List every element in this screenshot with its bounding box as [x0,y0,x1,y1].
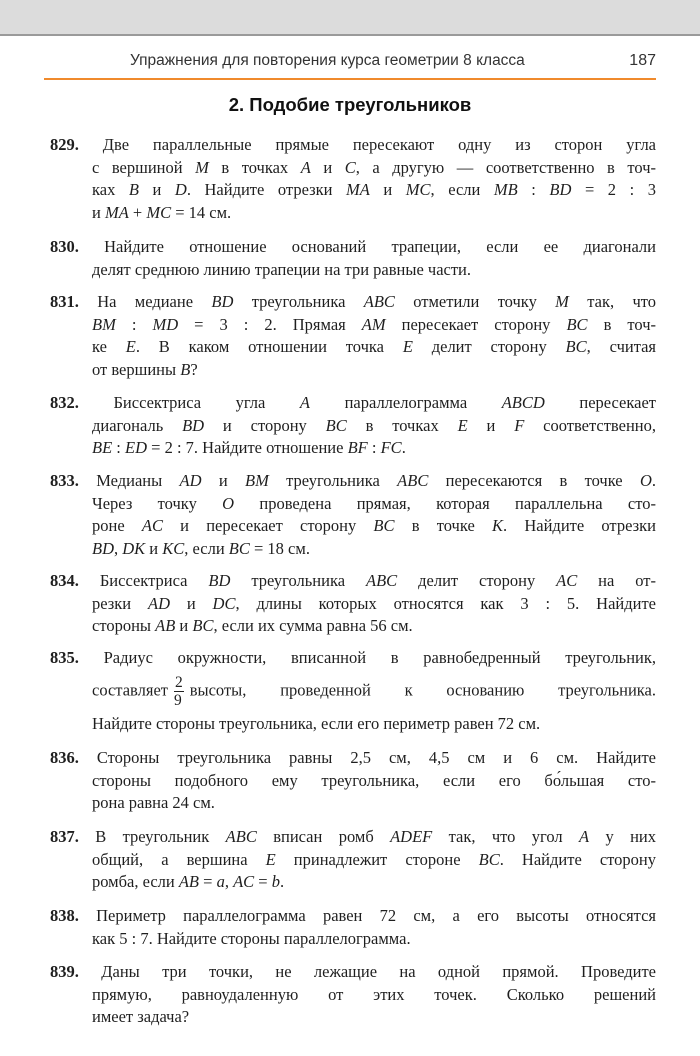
problem-text: Найдите стороны треугольника, если его периметр равен 72 см. [92,713,541,733]
problem-832: 832. Биссектриса угла A параллелограмма ABCD пересекает диагональ BD и сторону BC в точках E и F соответственно, BE : ED = 2 : 7. Найдите отношение BF : FC. [50,393,656,457]
viewer-top-bar [0,0,700,36]
problem-number: 832. [50,393,79,412]
problem-831: 831. На медиане BD треугольника ABC отметили точку M так, что BM : MD = 3 : 2. Прямая AM пересекает сторону BC в точ- ке E. В каком отношении точка E делит сторону BC, считая от вершины B? [50,292,657,379]
problem-text: Стороны треугольника равны 2,5 см, 4,5 см и 6 см. Найдите [96,748,657,767]
problem-text: как 5 : 7. Найдите стороны параллелограмма. [92,928,411,948]
problem-number: 835. [50,648,79,667]
problem-text: прямую, равноудаленную от этих точек. Сколько решений [92,984,656,1004]
running-title: Упражнения для повторения курса геометрии 8 класса [130,52,525,69]
problem-829: 829. Две параллельные прямые пересекают одну из сторон угла с вершиной M в точках A и C, а другую — соответственно в точ- ках B и D. Найдите отрезки MA и MC, если MB : BD = 2 : 3 и MA + MC = 14 см. [50,135,657,222]
problem-830 [50,236,656,281]
problem-837: 837. В треугольник ABC вписан ромб ADEF так, что угол A у них общий, а вершина E принадлежит стороне BC. Найдите сторону ромба, если AB = a, AC = b. [50,827,657,891]
problem-text: Радиус окружности, вписанной в равнобедренный треугольник, [103,648,657,667]
textbook-page [0,36,700,1056]
problem-number: 830. [50,237,79,256]
problem-number: 837. [50,827,79,846]
problem-834: 834. Биссектриса BD треугольника ABC делит сторону AC на от- резки AD и DC, длины которых относятся как 3 : 5. Найдите стороны AB и BC, если их сумма равна 56 см. [50,571,657,635]
section-title: 2. Подобие треугольников [228,94,472,115]
problem-number: 838. [50,906,79,925]
problem-number: 833. [50,471,79,490]
fraction: $\frac{2}{9}$ [173,673,183,709]
problem-number: 836. [50,748,79,767]
problem-number: 831. [50,292,79,311]
problem-number: 829. [50,135,79,154]
problem-text: стороны подобного ему треугольника, если его бо́льшая сто- [92,770,656,790]
problem-836 [50,747,656,815]
problem-833: 833. Медианы AD и BM треугольника ABC пересекаются в точке O. Через точку O проведена прямая, которая параллельна сто- роне AC и пересекает сторону BC в точке K. Найдите отрезки BD, DK и KC, если BC = 18 см. [50,471,656,558]
problem-text: имеет задача? [92,1007,190,1026]
problem-838 [50,905,656,950]
running-head [44,48,656,80]
problem-text: Даны три точки, не лежащие на одной прямой. Проведите [101,962,656,981]
problem-839 [50,961,656,1029]
problem-number: 839. [50,962,79,981]
page-number: 187 [629,52,656,69]
problem-text: рона равна 24 см. [92,793,215,812]
problem-835: 835. Радиус окружности, вписанной в равнобедренный треугольник, составляет $\frac{2}{9}$ высоты, проведенной к основанию треугольника. Найдите стороны треугольника, если его периметр равен 72 см. [50,647,656,735]
problem-text: Периметр параллелограмма равен 72 см, а его высоты относятся [96,906,656,925]
problem-text: Найдите отношение оснований трапеции, если ее диагонали [104,237,656,256]
problem-number: 834. [50,571,79,590]
problem-text: Две параллельные прямые пересекают одну из сторон угла [102,135,657,154]
problem-text: делят среднюю линию трапеции на три равные части. [92,259,472,279]
